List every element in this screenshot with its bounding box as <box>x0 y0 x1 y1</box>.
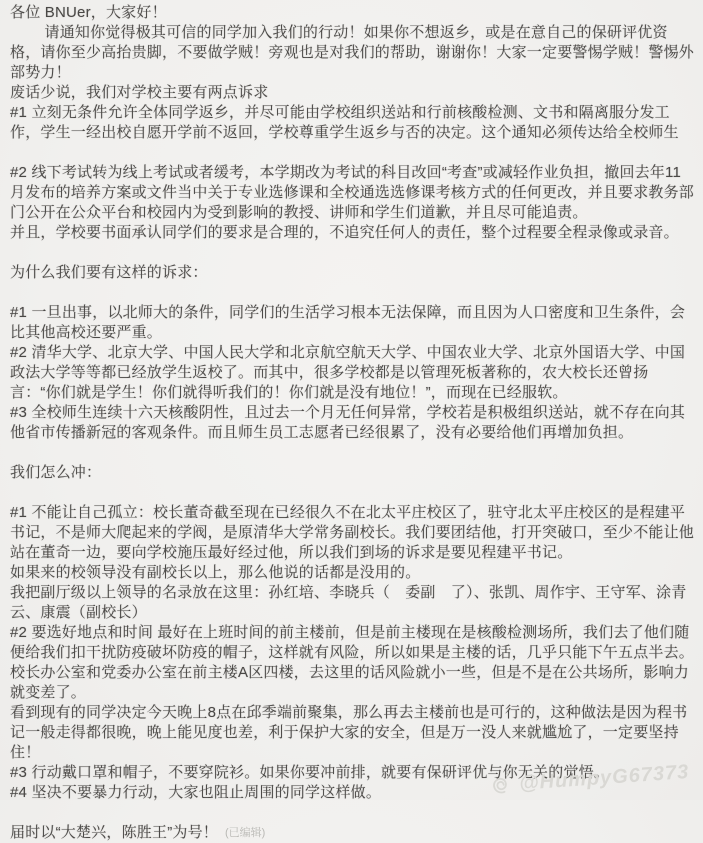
paragraph: 并且，学校要书面承认同学们的要求是合理的，不追究任何人的责任，整个过程要全程录像或录音。 <box>10 224 679 241</box>
paragraph: 请通知你觉得极其可信的同学加入我们的行动！如果你不想返乡，或是在意自己的保研评优资格，请你至少高抬贵脚，不要做学贼！旁观也是对我们的帮助，谢谢你！大家一定要警惕学贼！警惕外部势力！ <box>10 24 695 81</box>
paragraph: 校长办公室和党委办公室在前主楼A区四楼，去这里的话风险就小一些，但是不是在公共场所，影响力就变差了。 <box>10 664 690 701</box>
watermark-handle: @HumpyG67373 <box>517 760 690 795</box>
edited-badge: (已编辑) <box>225 827 266 839</box>
paragraph: #2 清华大学、北京大学、中国人民大学和北京航空航天大学、中国农业大学、北京外国语大学、中国政法大学等等都已经放学生返校了。而其中，很多学校都是以管理死板著称的，农大校长还曾扬言：“你们就是学生！你们就得听我们的！你们就是没有地位！”，而现在已经服软。 <box>10 344 686 401</box>
paragraph: 我们怎么冲： <box>10 464 102 481</box>
paragraph: #1 立刻无条件允许全体同学返乡，并尽可能由学校组织送站和行前核酸检测、文书和隔离服分发工作，学生一经出校自愿开学前不返回，学校尊重学生返乡与否的决定。这个通知必须传达给全校师生 <box>10 104 679 141</box>
paragraph: 如果来的校领导没有副校长以上，那么他说的话都是没用的。 <box>10 564 421 581</box>
paragraph: #2 线下考试转为线上考试或者缓考，本学期改为考试的科目改回“考查”或减轻作业负担，撤回去年11月发布的培养方案或文件当中关于专业选修课和全校通选选修课考核方式的任何更改，并且要求教务部门公开在公众平台和校园内为受到影响的教授、讲师和学生们道歉，并且尽可能追责。 <box>10 164 695 221</box>
paragraph: #1 不能让自己孤立：校长董奇截至现在已经很久不在北太平庄校区了，驻守北太平庄校区的是程建平书记，不是师大爬起来的学阀，是原清华大学常务副校长。我们要团结他，打开突破口，至少不能让他站在董奇一边，要向学校施压最好经过他，所以我们到场的诉求是要见程建平书记。 <box>10 504 695 561</box>
paragraph: #1 一旦出事，以北师大的条件，同学们的生活学习根本无法保障，而且因为人口密度和卫生条件，会比其他高校还要严重。 <box>10 304 686 341</box>
closing-text: 届时以“大楚兴，陈胜王”为号！ <box>10 824 218 841</box>
paragraph: 看到现有的同学决定今天晚上8点在邱季端前聚集，那么再去主楼前也是可行的，这种做法是因为程书记一般走得都很晚，晚上能见度也差，利于保护大家的安全，但是万一没人来就尴尬了，一定要坚持住！ <box>10 704 688 761</box>
paragraph: 我把副厅级以上领导的名录放在这里：孙红培、李晓兵（ 委副 了）、张凯、周作宇、王守军、涂青云、康震（副校长） <box>10 584 687 621</box>
paragraph: #4 坚决不要暴力行动，大家也阻止周围的同学这样做。 <box>10 784 382 801</box>
document-text-area <box>10 3 695 843</box>
closing-line <box>10 823 695 843</box>
paragraph: 各位 BNUer，大家好！ <box>10 4 167 21</box>
paragraph: #3 行动戴口罩和帽子，不要穿院衫。如果你要冲前排，就要有保研评优与你无关的觉悟。 <box>10 764 610 781</box>
spiral-snail-icon <box>487 771 515 799</box>
paragraph: #3 全校师生连续十六天核酸阴性，且过去一个月无任何异常，学校若是积极组织送站，就不存在向其他省市传播新冠的客观条件。而且师生员工志愿者已经很累了，没有必要给他们再增加负担。 <box>10 404 686 441</box>
document-body <box>10 3 695 803</box>
paragraph: 为什么我们要有这样的诉求： <box>10 264 208 281</box>
paragraph: 废话少说，我们对学校主要有两点诉求 <box>10 84 269 101</box>
paragraph: #2 要选好地点和时间 最好在上班时间的前主楼前，但是前主楼现在是核酸检测场所，我们去了他们随便给我们扣干扰防疫破坏防疫的帽子，这样就有风险，所以如果是主楼的话，几乎只能下午五点半去。 <box>10 624 695 661</box>
